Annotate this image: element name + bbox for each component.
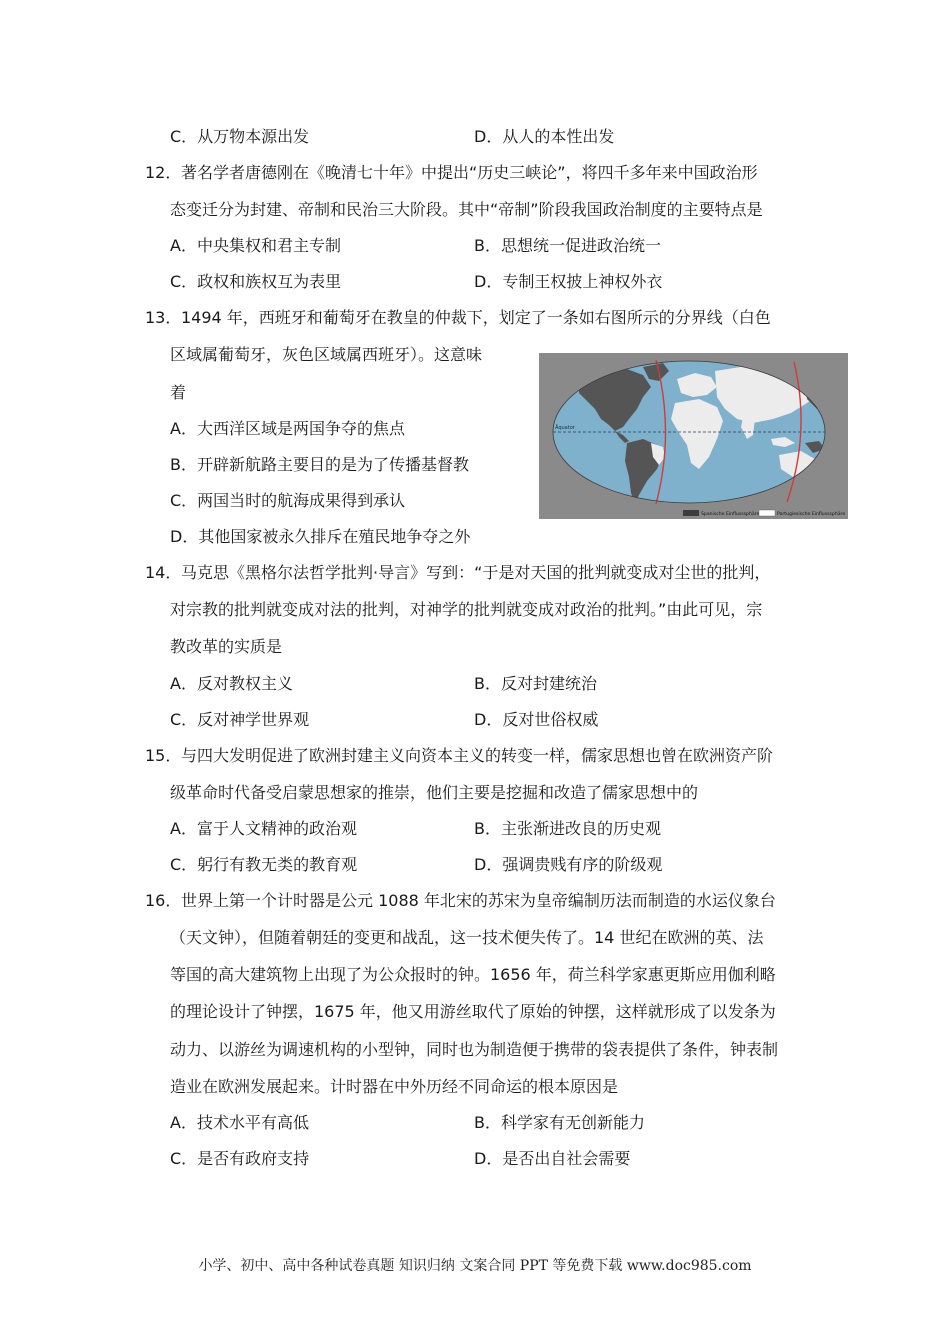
q12-option-b: B．思想统一促进政治统一 [474, 236, 661, 255]
equator-label: Äquator [555, 425, 575, 431]
q15-option-a: A．富于人文精神的政治观 [170, 819, 357, 838]
q14-option-c: C．反对神学世界观 [170, 710, 310, 729]
legend-label-portugal: Portugiesische Einflusssphäre [777, 512, 846, 517]
legend-swatch-spain [683, 510, 699, 516]
q12-option-c: C．政权和族权互为表里 [170, 272, 342, 291]
q16-option-d: D．是否出自社会需要 [474, 1149, 631, 1168]
q16-option-c: C．是否有政府支持 [170, 1149, 310, 1168]
q13-option-a: A．大西洋区域是两国争夺的焦点 [170, 419, 405, 438]
q16-option-b: B．科学家有无创新能力 [474, 1113, 645, 1132]
q13-stem-line: 区域属葡萄牙，灰色区域属西班牙）。这意味 [170, 345, 483, 364]
q14-option-a: A．反对教权主义 [170, 674, 293, 693]
q13-option-c: C．两国当时的航海成果得到承认 [170, 491, 406, 510]
q15-option-c: C．躬行有教无类的教育观 [170, 855, 358, 874]
q13-number: 13． [145, 308, 182, 327]
q13-option-d: D．其他国家被永久排斥在殖民地争夺之外 [170, 527, 471, 546]
q16-stem-line: 造业在欧洲发展起来。计时器在中外历经不同命运的根本原因是 [170, 1077, 619, 1096]
q11-option-c: C．从万物本源出发 [170, 127, 310, 146]
q14-stem-line: 马克思《黑格尔法哲学批判·导言》写到：“于是对天国的批判就变成对尘世的批判， [181, 563, 771, 582]
page-footer: 小学、初中、高中各种试卷真题 知识归纳 文案合同 PPT 等免费下载 www.doc985.com [198, 1258, 752, 1274]
q14-option-d: D．反对世俗权威 [474, 710, 599, 729]
q12-stem-line: 态变迁分为封建、帝制和民治三大阶段。其中“帝制”阶段我国政治制度的主要特点是 [170, 200, 763, 219]
q15-option-d: D．强调贵贱有序的阶级观 [474, 855, 663, 874]
q15-stem-line: 与四大发明促进了欧洲封建主义向资本主义的转变一样，儒家思想也曾在欧洲资产阶 [181, 746, 774, 765]
q15-option-b: B．主张渐进改良的历史观 [474, 819, 661, 838]
q13-option-b: B．开辟新航路主要目的是为了传播基督教 [170, 455, 469, 474]
q14-option-b: B．反对封建统治 [474, 674, 597, 693]
q14-number: 14． [145, 563, 182, 582]
q12-option-a: A．中央集权和君主专制 [170, 236, 341, 255]
legend-swatch-portugal [759, 510, 775, 516]
q12-number: 12． [145, 163, 182, 182]
q16-stem-line: 世界上第一个计时器是公元 1088 年北宋的苏宋为皇帝编制历法而制造的水运仪象台 [181, 891, 776, 910]
q15-stem-line: 级革命时代备受启蒙思想家的推崇，他们主要是挖掘和改造了儒家思想中的 [170, 783, 699, 802]
q14-stem-line: 对宗教的批判就变成对法的批判，对神学的批判就变成对政治的批判。”由此可见，宗 [170, 600, 763, 619]
q13-stem-line: 1494 年，西班牙和葡萄牙在教皇的仲裁下，划定了一条如右图所示的分界线（白色 [181, 308, 771, 327]
legend-label-spain: Spanische Einflusssphäre [701, 512, 760, 517]
q16-stem-line: 动力、以游丝为调速机构的小型钟，同时也为制造便于携带的袋表提供了条件，钟表制 [170, 1040, 779, 1059]
q12-option-d: D．专制王权披上神权外衣 [474, 272, 663, 291]
q16-stem-line: （天文钟），但随着朝廷的变更和战乱，这一技术便失传了。14 世纪在欧洲的英、法 [170, 928, 764, 947]
q16-number: 16． [145, 891, 182, 910]
q16-stem-line: 的理论设计了钟摆，1675 年，他又用游丝取代了原始的钟摆，这样就形成了以发条为 [170, 1002, 776, 1021]
q14-stem-line: 教改革的实质是 [170, 637, 283, 656]
q13-stem-line: 着 [170, 383, 187, 402]
q15-number: 15． [145, 746, 182, 765]
world-map-figure [539, 353, 848, 519]
q16-option-a: A．技术水平有高低 [170, 1113, 309, 1132]
q11-option-d: D．从人的本性出发 [474, 127, 615, 146]
q12-stem-line: 著名学者唐德刚在《晚清七十年》中提出“历史三峡论”，将四千多年来中国政治形 [181, 163, 758, 182]
q16-stem-line: 等国的高大建筑物上出现了为公众报时的钟。1656 年，荷兰科学家惠更斯应用伽利略 [170, 965, 776, 984]
